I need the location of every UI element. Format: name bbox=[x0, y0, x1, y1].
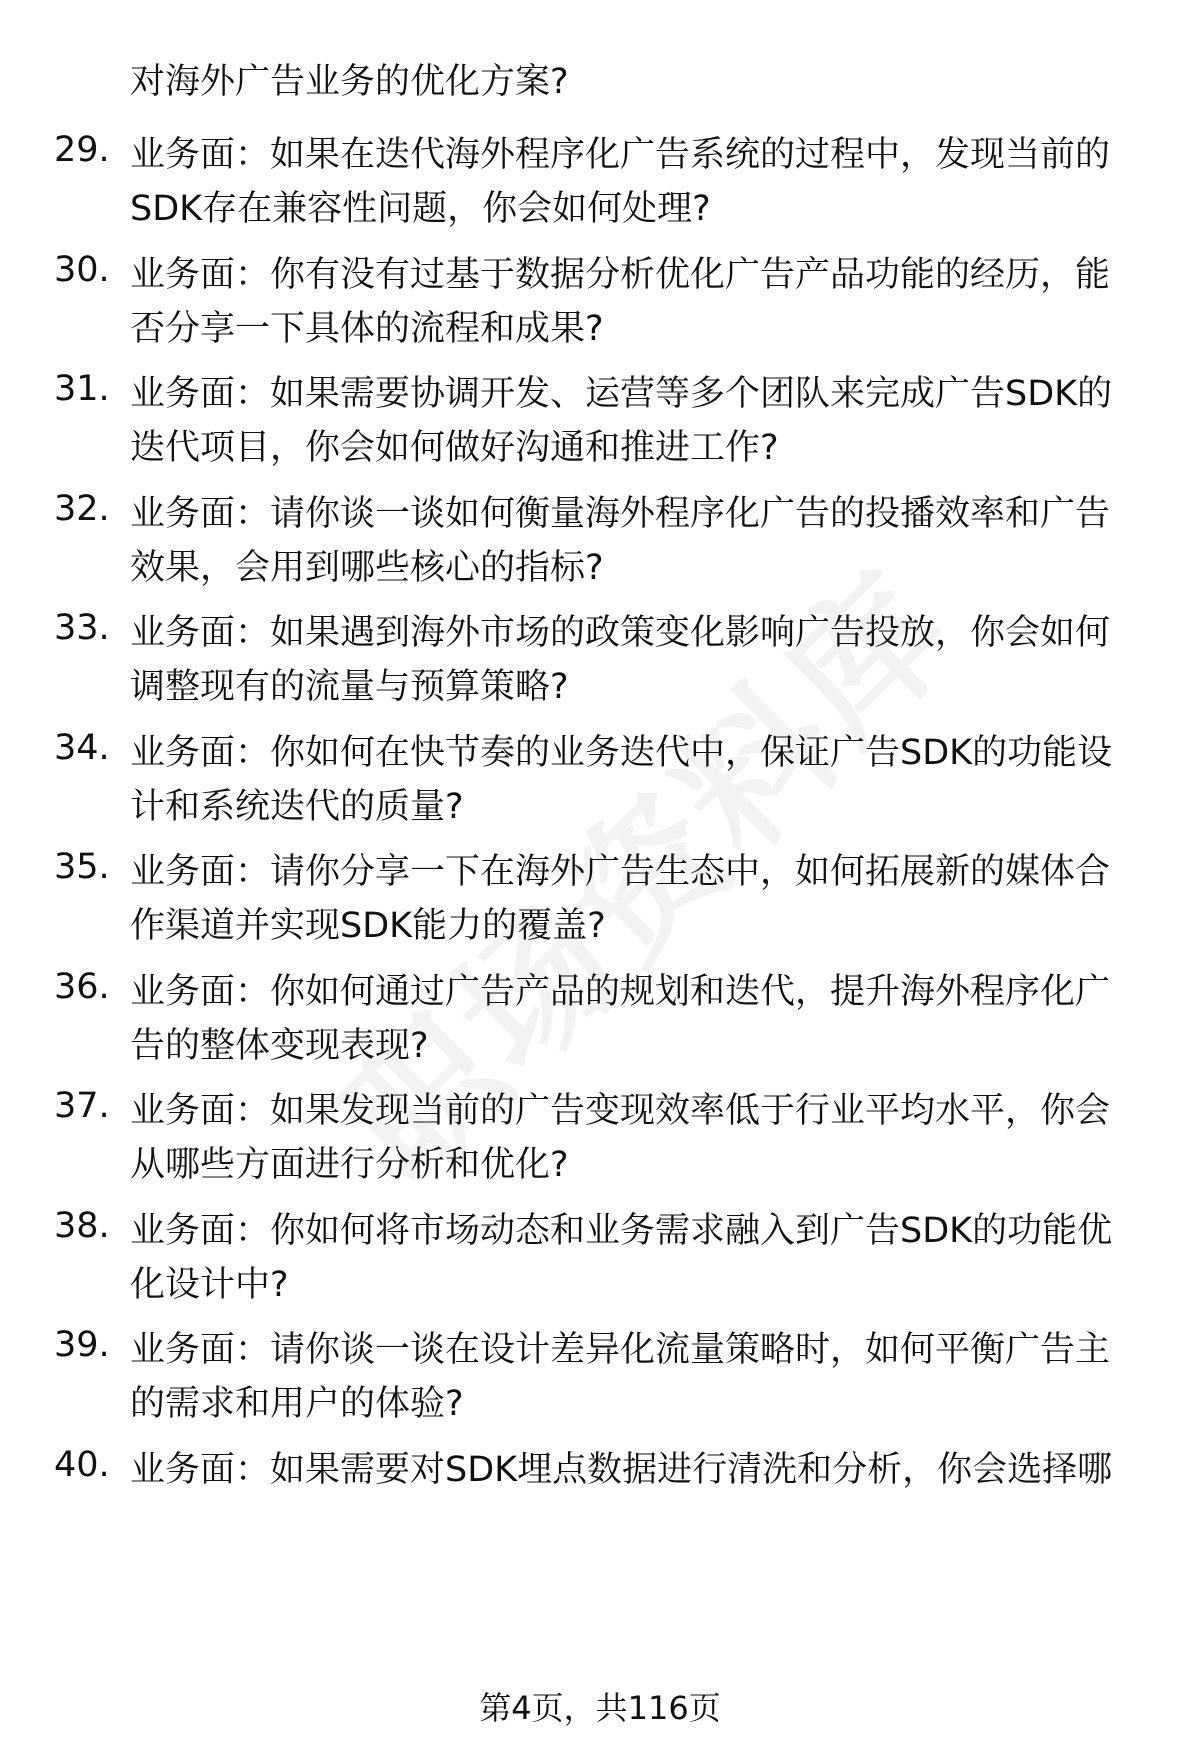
item-number: 40. bbox=[54, 1445, 110, 1485]
item-number: 39. bbox=[54, 1325, 110, 1365]
item-text: 业务面：你有没有过基于数据分析优化广告产品功能的经历，能否分享一下具体的流程和成果? bbox=[130, 255, 1111, 349]
item-text: 业务面：如果需要对SDK埋点数据进行清洗和分析，你会选择哪 bbox=[130, 1450, 1113, 1490]
item-text: 业务面：如果需要协调开发、运营等多个团队来完成广告SDK的迭代项目，你会如何做好沟通和推进工作? bbox=[130, 374, 1113, 468]
item-number: 31. bbox=[54, 369, 110, 409]
item-text: 业务面：请你谈一谈如何衡量海外程序化广告的投播效率和广告效果，会用到哪些核心的指标? bbox=[130, 494, 1111, 588]
item-text: 业务面：你如何将市场动态和业务需求融入到广告SDK的功能优化设计中? bbox=[130, 1211, 1113, 1305]
item-number: 34. bbox=[54, 728, 110, 768]
item-number: 38. bbox=[54, 1206, 110, 1246]
continuation-text: 对海外广告业务的优化方案? bbox=[130, 62, 569, 102]
item-number: 36. bbox=[54, 967, 110, 1007]
item-number: 32. bbox=[54, 489, 110, 529]
item-text: 业务面：如果遇到海外市场的政策变化影响广告投放，你会如何调整现有的流量与预算策略? bbox=[130, 613, 1111, 707]
item-text: 业务面：如果在迭代海外程序化广告系统的过程中，发现当前的SDK存在兼容性问题，你会如何处理? bbox=[130, 135, 1111, 229]
page-footer: 第4页，共116页 bbox=[479, 1689, 721, 1727]
item-number: 35. bbox=[54, 847, 110, 887]
item-text: 业务面：你如何在快节奏的业务迭代中，保证广告SDK的功能设计和系统迭代的质量? bbox=[130, 733, 1113, 827]
item-number: 33. bbox=[54, 608, 110, 648]
item-number: 29. bbox=[54, 130, 110, 170]
item-text: 业务面：请你谈一谈在设计差异化流量策略时，如何平衡广告主的需求和用户的体验? bbox=[130, 1330, 1111, 1424]
item-number: 30. bbox=[54, 250, 110, 290]
item-text: 业务面：请你分享一下在海外广告生态中，如何拓展新的媒体合作渠道并实现SDK能力的覆盖? bbox=[130, 852, 1111, 946]
item-text: 业务面：你如何通过广告产品的规划和迭代，提升海外程序化广告的整体变现表现? bbox=[130, 972, 1111, 1066]
item-text: 业务面：如果发现当前的广告变现效率低于行业平均水平，你会从哪些方面进行分析和优化? bbox=[130, 1091, 1111, 1185]
item-number: 37. bbox=[54, 1086, 110, 1126]
